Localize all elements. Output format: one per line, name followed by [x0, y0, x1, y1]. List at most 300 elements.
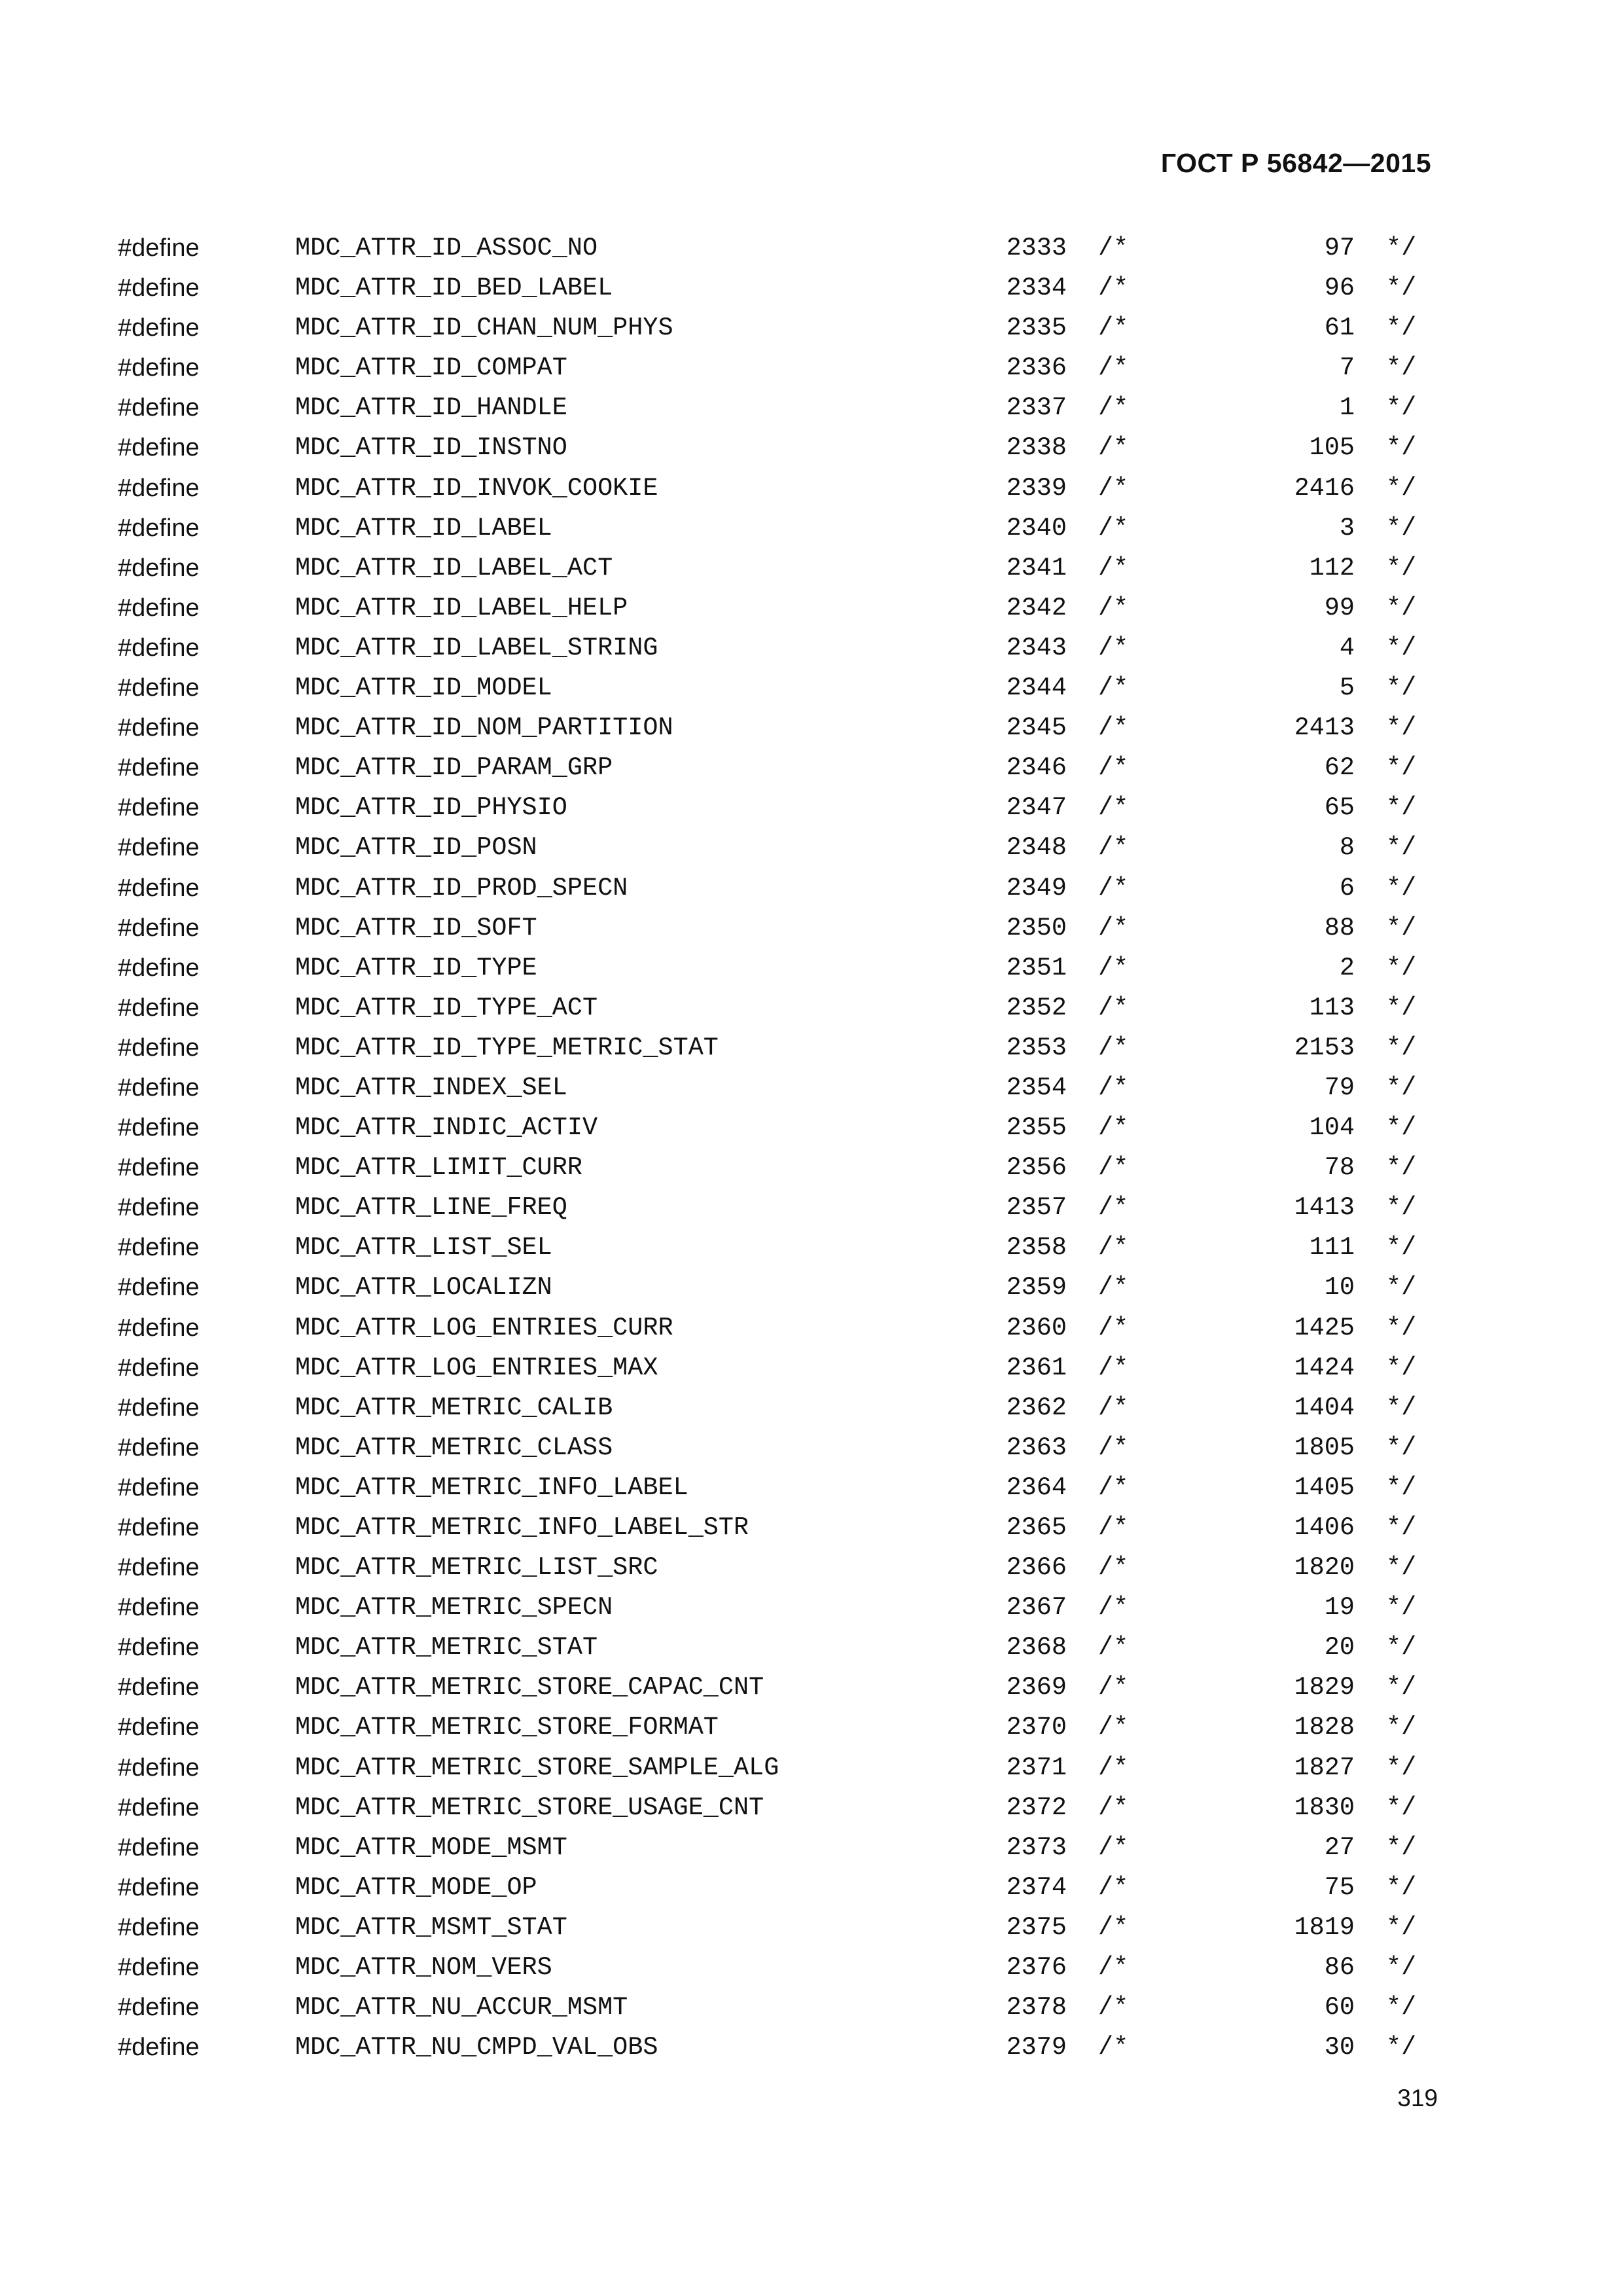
constant-name: MDC_ATTR_LIMIT_CURR	[295, 1153, 582, 1183]
define-row	[0, 748, 1623, 788]
comment-close: */	[1386, 1313, 1417, 1342]
comment-value: 2153	[1294, 1033, 1355, 1062]
constant-code: 2357	[1006, 1193, 1067, 1223]
constant-code: 2333	[1006, 234, 1067, 262]
constant-code: 2341	[1006, 553, 1067, 583]
define-keyword: #define	[118, 554, 200, 582]
constant-code: 2353	[1006, 1033, 1067, 1062]
comment-open: /*	[1098, 1793, 1129, 1822]
comment-close: */	[1386, 1233, 1417, 1263]
constant-name: MDC_ATTR_METRIC_INFO_LABEL_STR	[295, 1513, 749, 1542]
constant-name: MDC_ATTR_LIST_SEL	[295, 1233, 552, 1263]
comment-open: /*	[1098, 1553, 1129, 1583]
comment-value: 2416	[1294, 473, 1355, 503]
comment-open: /*	[1098, 1153, 1129, 1183]
constant-code: 2344	[1006, 673, 1067, 703]
comment-value: 62	[1324, 753, 1355, 783]
document-header: ГОСТ Р 56842—2015	[1160, 148, 1431, 178]
define-row	[0, 1708, 1623, 1748]
constant-name: MDC_ATTR_ID_LABEL_HELP	[295, 593, 628, 622]
comment-value: 1829	[1294, 1673, 1355, 1702]
comment-value: 61	[1324, 314, 1355, 343]
define-keyword: #define	[118, 1234, 200, 1262]
comment-open: /*	[1098, 1273, 1129, 1302]
comment-open: /*	[1098, 1633, 1129, 1662]
comment-open: /*	[1098, 1073, 1129, 1102]
constant-name: MDC_ATTR_ID_SOFT	[295, 913, 537, 942]
comment-value: 1405	[1294, 1473, 1355, 1502]
comment-value: 1424	[1294, 1353, 1355, 1382]
comment-open: /*	[1098, 274, 1129, 303]
constant-name: MDC_ATTR_MODE_OP	[295, 1873, 537, 1902]
constant-code: 2371	[1006, 1753, 1067, 1782]
comment-open: /*	[1098, 1513, 1129, 1542]
constant-name: MDC_ATTR_METRIC_STORE_FORMAT	[295, 1713, 719, 1742]
comment-close: */	[1386, 1073, 1417, 1102]
comment-close: */	[1386, 1433, 1417, 1462]
comment-value: 97	[1324, 234, 1355, 262]
define-row	[0, 548, 1623, 588]
comment-close: */	[1386, 433, 1417, 463]
define-keyword: #define	[118, 634, 200, 662]
comment-close: */	[1386, 673, 1417, 703]
comment-open: /*	[1098, 833, 1129, 863]
constant-code: 2356	[1006, 1153, 1067, 1183]
constant-code: 2349	[1006, 873, 1067, 903]
define-row	[0, 308, 1623, 348]
constant-code: 2350	[1006, 913, 1067, 942]
constant-name: MDC_ATTR_ID_ASSOC_NO	[295, 234, 598, 262]
define-row	[0, 1668, 1623, 1708]
define-row	[0, 1508, 1623, 1548]
constant-code: 2364	[1006, 1473, 1067, 1502]
constant-name: MDC_ATTR_METRIC_INFO_LABEL	[295, 1473, 688, 1502]
comment-open: /*	[1098, 1953, 1129, 1982]
constant-name: MDC_ATTR_ID_CHAN_NUM_PHYS	[295, 314, 673, 343]
comment-open: /*	[1098, 1393, 1129, 1422]
comment-close: */	[1386, 953, 1417, 982]
comment-value: 1413	[1294, 1193, 1355, 1223]
define-row	[0, 1308, 1623, 1348]
constant-code: 2372	[1006, 1793, 1067, 1822]
constant-name: MDC_ATTR_METRIC_STORE_SAMPLE_ALG	[295, 1753, 779, 1782]
constant-code: 2335	[1006, 314, 1067, 343]
define-keyword: #define	[118, 1873, 200, 1901]
comment-open: /*	[1098, 393, 1129, 423]
define-keyword: #define	[118, 1554, 200, 1582]
constant-code: 2340	[1006, 513, 1067, 543]
constant-name: MDC_ATTR_ID_LABEL_STRING	[295, 633, 658, 662]
define-keyword: #define	[118, 514, 200, 542]
constant-name: MDC_ATTR_LOG_ENTRIES_CURR	[295, 1313, 673, 1342]
comment-close: */	[1386, 1553, 1417, 1583]
constant-name: MDC_ATTR_INDIC_ACTIV	[295, 1113, 598, 1143]
comment-close: */	[1386, 314, 1417, 343]
define-keyword: #define	[118, 474, 200, 502]
constant-name: MDC_ATTR_NU_ACCUR_MSMT	[295, 1993, 628, 2022]
comment-close: */	[1386, 1873, 1417, 1902]
constant-name: MDC_ATTR_ID_LABEL_ACT	[295, 553, 613, 583]
constant-code: 2334	[1006, 274, 1067, 303]
constant-name: MDC_ATTR_METRIC_STORE_USAGE_CNT	[295, 1793, 764, 1822]
comment-close: */	[1386, 1673, 1417, 1702]
constant-name: MDC_ATTR_ID_PHYSIO	[295, 793, 567, 823]
define-row	[0, 1468, 1623, 1508]
constant-name: MDC_ATTR_LINE_FREQ	[295, 1193, 567, 1223]
comment-close: */	[1386, 353, 1417, 383]
define-row	[0, 948, 1623, 988]
define-keyword: #define	[118, 1114, 200, 1142]
comment-close: */	[1386, 1833, 1417, 1862]
comment-value: 7	[1339, 353, 1355, 383]
define-keyword: #define	[118, 794, 200, 822]
comment-open: /*	[1098, 753, 1129, 783]
comment-close: */	[1386, 1193, 1417, 1223]
define-row	[0, 509, 1623, 548]
define-row	[0, 1148, 1623, 1188]
comment-close: */	[1386, 1473, 1417, 1502]
define-row	[0, 1748, 1623, 1788]
define-row	[0, 1388, 1623, 1428]
comment-open: /*	[1098, 793, 1129, 823]
define-row	[0, 1068, 1623, 1108]
constant-code: 2343	[1006, 633, 1067, 662]
comment-open: /*	[1098, 1033, 1129, 1062]
define-row	[0, 1268, 1623, 1308]
define-keyword: #define	[118, 1954, 200, 1982]
define-row	[0, 348, 1623, 388]
constant-code: 2378	[1006, 1993, 1067, 2022]
comment-open: /*	[1098, 1912, 1129, 1942]
comment-close: */	[1386, 1353, 1417, 1382]
define-row	[0, 708, 1623, 748]
constant-name: MDC_ATTR_MSMT_STAT	[295, 1912, 567, 1942]
comment-open: /*	[1098, 234, 1129, 262]
comment-open: /*	[1098, 1713, 1129, 1742]
define-row	[0, 2028, 1623, 2068]
comment-value: 1820	[1294, 1553, 1355, 1583]
constant-code: 2351	[1006, 953, 1067, 982]
define-keyword: #define	[118, 874, 200, 902]
define-keyword: #define	[118, 674, 200, 702]
constant-code: 2338	[1006, 433, 1067, 463]
comment-value: 75	[1324, 1873, 1355, 1902]
define-row	[0, 788, 1623, 828]
define-keyword: #define	[118, 274, 200, 302]
comment-close: */	[1386, 753, 1417, 783]
constant-code: 2367	[1006, 1593, 1067, 1623]
comment-close: */	[1386, 234, 1417, 262]
define-row	[0, 628, 1623, 668]
constant-code: 2354	[1006, 1073, 1067, 1102]
constant-code: 2337	[1006, 393, 1067, 423]
comment-close: */	[1386, 833, 1417, 863]
comment-value: 111	[1309, 1233, 1355, 1263]
constant-code: 2339	[1006, 473, 1067, 503]
comment-close: */	[1386, 473, 1417, 503]
define-row	[0, 1828, 1623, 1868]
define-keyword: #define	[118, 1753, 200, 1782]
comment-close: */	[1386, 1153, 1417, 1183]
comment-value: 6	[1339, 873, 1355, 903]
comment-open: /*	[1098, 433, 1129, 463]
define-keyword: #define	[118, 1073, 200, 1102]
constant-name: MDC_ATTR_ID_POSN	[295, 833, 537, 863]
comment-value: 1	[1339, 393, 1355, 423]
comment-close: */	[1386, 1273, 1417, 1302]
comment-close: */	[1386, 713, 1417, 743]
comment-open: /*	[1098, 713, 1129, 743]
comment-value: 96	[1324, 274, 1355, 303]
define-row	[0, 1788, 1623, 1828]
comment-open: /*	[1098, 633, 1129, 662]
comment-value: 4	[1339, 633, 1355, 662]
constant-code: 2376	[1006, 1953, 1067, 1982]
define-row	[0, 1428, 1623, 1468]
constant-name: MDC_ATTR_ID_TYPE_METRIC_STAT	[295, 1033, 719, 1062]
comment-close: */	[1386, 1912, 1417, 1942]
comment-open: /*	[1098, 1993, 1129, 2022]
comment-close: */	[1386, 793, 1417, 823]
define-row	[0, 908, 1623, 948]
comment-open: /*	[1098, 473, 1129, 503]
comment-close: */	[1386, 1393, 1417, 1422]
comment-close: */	[1386, 913, 1417, 942]
comment-value: 104	[1309, 1113, 1355, 1143]
comment-close: */	[1386, 633, 1417, 662]
constant-code: 2358	[1006, 1233, 1067, 1263]
define-row	[0, 1908, 1623, 1948]
define-keyword: #define	[118, 1994, 200, 2022]
define-keyword: #define	[118, 994, 200, 1022]
constant-code: 2363	[1006, 1433, 1067, 1462]
comment-value: 1819	[1294, 1912, 1355, 1942]
define-row	[0, 1548, 1623, 1588]
define-row	[0, 388, 1623, 428]
constant-code: 2362	[1006, 1393, 1067, 1422]
define-keyword: #define	[118, 1833, 200, 1861]
comment-value: 20	[1324, 1633, 1355, 1662]
define-row	[0, 469, 1623, 509]
define-row	[0, 1868, 1623, 1908]
constant-code: 2379	[1006, 2033, 1067, 2062]
comment-value: 86	[1324, 1953, 1355, 1982]
comment-value: 19	[1324, 1593, 1355, 1623]
constant-name: MDC_ATTR_ID_TYPE_ACT	[295, 993, 598, 1022]
comment-close: */	[1386, 1113, 1417, 1143]
comment-close: */	[1386, 593, 1417, 622]
comment-close: */	[1386, 513, 1417, 543]
comment-value: 60	[1324, 1993, 1355, 2022]
define-row	[0, 1588, 1623, 1628]
define-row	[0, 1228, 1623, 1268]
define-row	[0, 668, 1623, 708]
comment-close: */	[1386, 1753, 1417, 1782]
constant-code: 2352	[1006, 993, 1067, 1022]
define-keyword: #define	[118, 1314, 200, 1342]
define-row	[0, 1988, 1623, 2028]
constant-code: 2368	[1006, 1633, 1067, 1662]
constant-code: 2373	[1006, 1833, 1067, 1862]
constant-name: MDC_ATTR_ID_COMPAT	[295, 353, 567, 383]
comment-open: /*	[1098, 1433, 1129, 1462]
define-keyword: #define	[118, 1473, 200, 1501]
comment-close: */	[1386, 274, 1417, 303]
comment-open: /*	[1098, 513, 1129, 543]
constant-name: MDC_ATTR_METRIC_LIST_SRC	[295, 1553, 658, 1583]
comment-close: */	[1386, 2033, 1417, 2062]
comment-open: /*	[1098, 1193, 1129, 1223]
constant-code: 2345	[1006, 713, 1067, 743]
comment-open: /*	[1098, 1313, 1129, 1342]
define-keyword: #define	[118, 1634, 200, 1662]
define-keyword: #define	[118, 594, 200, 622]
comment-open: /*	[1098, 953, 1129, 982]
comment-close: */	[1386, 1953, 1417, 1982]
define-keyword: #define	[118, 714, 200, 742]
comment-open: /*	[1098, 993, 1129, 1022]
define-keyword: #define	[118, 1274, 200, 1302]
define-keyword: #define	[118, 834, 200, 862]
define-row	[0, 428, 1623, 468]
constant-code: 2375	[1006, 1912, 1067, 1942]
comment-value: 88	[1324, 913, 1355, 942]
comment-value: 1805	[1294, 1433, 1355, 1462]
constant-name: MDC_ATTR_ID_INSTNO	[295, 433, 567, 463]
define-row	[0, 1948, 1623, 1988]
comment-open: /*	[1098, 2033, 1129, 2062]
constant-code: 2374	[1006, 1873, 1067, 1902]
comment-open: /*	[1098, 1833, 1129, 1862]
constant-name: MDC_ATTR_NU_CMPD_VAL_OBS	[295, 2033, 658, 2062]
comment-open: /*	[1098, 873, 1129, 903]
comment-value: 105	[1309, 433, 1355, 463]
comment-value: 79	[1324, 1073, 1355, 1102]
comment-open: /*	[1098, 1353, 1129, 1382]
define-row	[0, 828, 1623, 868]
constant-name: MDC_ATTR_NOM_VERS	[295, 1953, 552, 1982]
comment-value: 27	[1324, 1833, 1355, 1862]
comment-value: 1425	[1294, 1313, 1355, 1342]
constant-code: 2346	[1006, 753, 1067, 783]
constant-name: MDC_ATTR_METRIC_CLASS	[295, 1433, 613, 1462]
comment-value: 1406	[1294, 1513, 1355, 1542]
comment-value: 3	[1339, 513, 1355, 543]
define-keyword: #define	[118, 1674, 200, 1702]
comment-open: /*	[1098, 314, 1129, 343]
comment-value: 30	[1324, 2033, 1355, 2062]
define-keyword: #define	[118, 434, 200, 462]
define-row	[0, 1028, 1623, 1068]
comment-open: /*	[1098, 1873, 1129, 1902]
define-keyword: #define	[118, 1393, 200, 1422]
constant-name: MDC_ATTR_ID_INVOK_COOKIE	[295, 473, 658, 503]
comment-close: */	[1386, 1793, 1417, 1822]
define-row	[0, 1188, 1623, 1228]
constant-code: 2369	[1006, 1673, 1067, 1702]
constant-name: MDC_ATTR_ID_PROD_SPECN	[295, 873, 628, 903]
comment-open: /*	[1098, 553, 1129, 583]
define-keyword: #define	[118, 2034, 200, 2062]
constant-name: MDC_ATTR_LOCALIZN	[295, 1273, 552, 1302]
define-row	[0, 1348, 1623, 1388]
comment-value: 1827	[1294, 1753, 1355, 1782]
comment-close: */	[1386, 1513, 1417, 1542]
constant-code: 2365	[1006, 1513, 1067, 1542]
comment-close: */	[1386, 1993, 1417, 2022]
define-listing	[0, 228, 1623, 2068]
comment-value: 8	[1339, 833, 1355, 863]
define-keyword: #define	[118, 1033, 200, 1062]
comment-value: 78	[1324, 1153, 1355, 1183]
comment-close: */	[1386, 553, 1417, 583]
define-keyword: #define	[118, 914, 200, 942]
comment-value: 113	[1309, 993, 1355, 1022]
constant-code: 2347	[1006, 793, 1067, 823]
constant-code: 2348	[1006, 833, 1067, 863]
define-keyword: #define	[118, 954, 200, 982]
comment-value: 65	[1324, 793, 1355, 823]
comment-value: 112	[1309, 553, 1355, 583]
constant-name: MDC_ATTR_ID_MODEL	[295, 673, 552, 703]
comment-close: */	[1386, 873, 1417, 903]
define-row	[0, 1108, 1623, 1148]
define-row	[0, 588, 1623, 628]
comment-value: 10	[1324, 1273, 1355, 1302]
comment-close: */	[1386, 1633, 1417, 1662]
comment-value: 1830	[1294, 1793, 1355, 1822]
define-row	[0, 228, 1623, 268]
define-row	[0, 869, 1623, 908]
define-row	[0, 988, 1623, 1028]
comment-open: /*	[1098, 1113, 1129, 1143]
constant-name: MDC_ATTR_METRIC_SPECN	[295, 1593, 613, 1623]
comment-open: /*	[1098, 1233, 1129, 1263]
comment-open: /*	[1098, 1753, 1129, 1782]
constant-code: 2342	[1006, 593, 1067, 622]
constant-name: MDC_ATTR_METRIC_STORE_CAPAC_CNT	[295, 1673, 764, 1702]
constant-code: 2361	[1006, 1353, 1067, 1382]
define-keyword: #define	[118, 1154, 200, 1182]
comment-open: /*	[1098, 913, 1129, 942]
constant-name: MDC_ATTR_ID_PARAM_GRP	[295, 753, 613, 783]
comment-value: 5	[1339, 673, 1355, 703]
comment-open: /*	[1098, 353, 1129, 383]
comment-open: /*	[1098, 1473, 1129, 1502]
constant-name: MDC_ATTR_ID_NOM_PARTITION	[295, 713, 673, 743]
comment-value: 99	[1324, 593, 1355, 622]
define-keyword: #define	[118, 1713, 200, 1742]
comment-value: 2413	[1294, 713, 1355, 743]
page-number: 319	[1397, 2085, 1438, 2111]
define-keyword: #define	[118, 1354, 200, 1382]
constant-name: MDC_ATTR_INDEX_SEL	[295, 1073, 567, 1102]
comment-close: */	[1386, 1033, 1417, 1062]
define-keyword: #define	[118, 754, 200, 782]
comment-open: /*	[1098, 593, 1129, 622]
constant-code: 2366	[1006, 1553, 1067, 1583]
constant-name: MDC_ATTR_LOG_ENTRIES_MAX	[295, 1353, 658, 1382]
define-row	[0, 268, 1623, 308]
comment-close: */	[1386, 393, 1417, 423]
constant-name: MDC_ATTR_ID_HANDLE	[295, 393, 567, 423]
define-keyword: #define	[118, 314, 200, 342]
constant-code: 2355	[1006, 1113, 1067, 1143]
constant-name: MDC_ATTR_ID_BED_LABEL	[295, 274, 613, 303]
define-keyword: #define	[118, 234, 200, 262]
comment-value: 2	[1339, 953, 1355, 982]
constant-code: 2359	[1006, 1273, 1067, 1302]
